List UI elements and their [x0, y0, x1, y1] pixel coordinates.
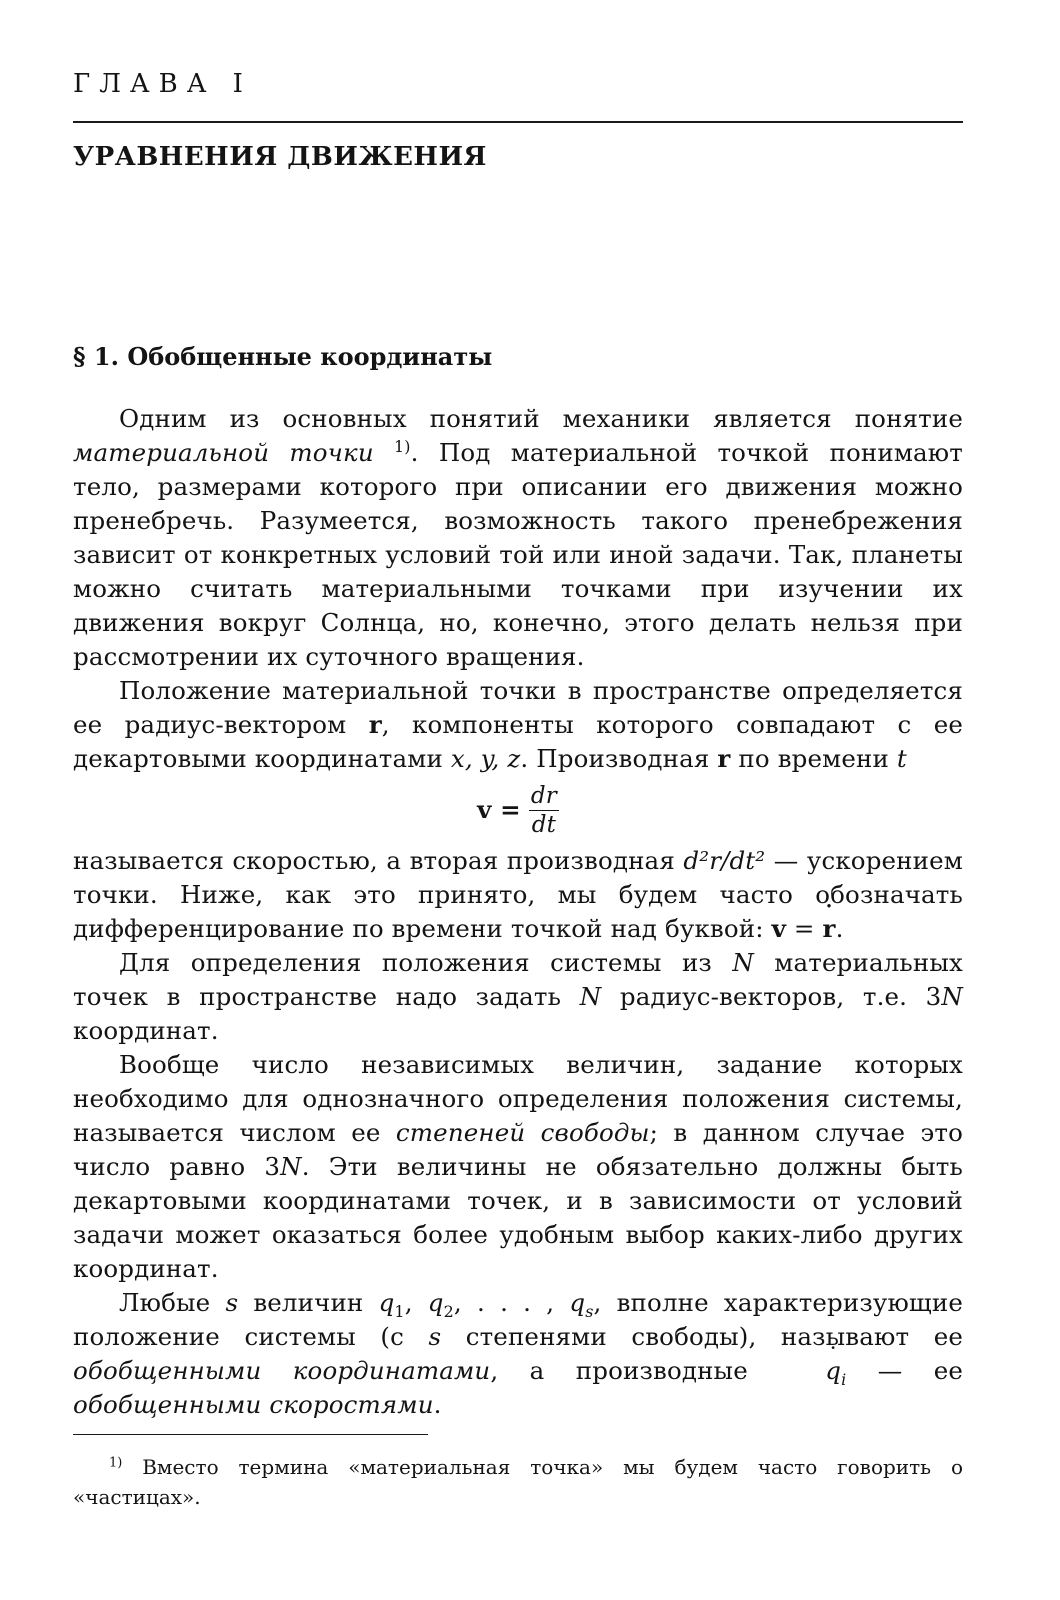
formula-numerator: dr	[530, 782, 557, 809]
footnote-rule	[73, 1434, 428, 1435]
footnote-marker: 1)	[109, 1455, 123, 1471]
paragraph-5: Вообще число независимых величин, задание которых необходимо для однозначного определения положения системы, называется числом ее степеней свободы; в данном случае это число равно 3N. Эти величины не обязательно должны быть декартовыми координатами точек, и в зависимости от условий задачи может оказаться более удобным выбор каких-либо других координат.	[73, 1050, 963, 1283]
term-degrees-of-freedom: степеней свободы	[395, 1118, 650, 1147]
section-title: § 1. Обобщенные координаты	[73, 342, 493, 371]
footnote-ref: 1)	[394, 436, 411, 456]
term-generalized-coordinates: обобщенными координатами	[73, 1356, 491, 1385]
footnote	[73, 1452, 963, 1512]
term-generalized-velocities: обобщенными скоростями	[73, 1390, 434, 1419]
chapter-rule	[73, 121, 963, 123]
term-material-point: материальной точки	[73, 438, 374, 467]
book-page	[73, 0, 963, 1600]
body-text	[73, 402, 963, 1422]
formula-denominator: dt	[531, 811, 557, 838]
chapter-title: УРАВНЕНИЯ ДВИЖЕНИЯ	[73, 142, 487, 172]
r-dot: r ˙	[823, 912, 836, 946]
chapter-kicker: ГЛАВА I	[73, 69, 252, 99]
paragraph-2: Положение материальной точки в пространстве определяется ее радиус-вектором r, компоненты которого совпадают с ее декартовыми координатами x, y, z. Производная r по времени t	[73, 676, 964, 773]
paragraph-3: называется скоростью, а вторая производная d²r/dt² — ускорением точки. Ниже, как это принято, мы будем часто обозначать дифференцирование по времени точкой над буквой: v = r ˙.	[73, 844, 963, 946]
velocity-formula	[73, 776, 963, 844]
paragraph-4: Для определения положения системы из N материальных точек в пространстве надо задать N радиус-векторов, т.е. 3N координат.	[73, 948, 964, 1045]
footnote-text: Вместо термина «материальная точка» мы будем часто говорить о «частицах».	[73, 1455, 963, 1509]
paragraph-1: Одним из основных понятий механики является понятие материальной точки $^{1)}$. Под материальной точкой понимают тело, размерами которого при описании его движения можно пренебречь. Разумеется, возможность такого пренебрежения зависит от конкретных условий той или иной задачи. Так, планеты можно считать материальными точками при изучении их движения вокруг Солнца, но, конечно, этого делать нельзя при рассмотрении их суточного вращения.	[73, 404, 963, 671]
q-dot: q ˙	[779, 1354, 841, 1388]
formula-fraction	[529, 782, 559, 839]
formula-lhs: v =	[477, 795, 521, 824]
paragraph-6: Любые s величин $q_1$, $q_2$, . . . , $q_s$, вполне характеризующие положение системы (с s степенями свободы), называют ее обобщенными координатами, а производные q $˙_i$ — ее обобщенными скоростями.	[73, 1286, 963, 1422]
